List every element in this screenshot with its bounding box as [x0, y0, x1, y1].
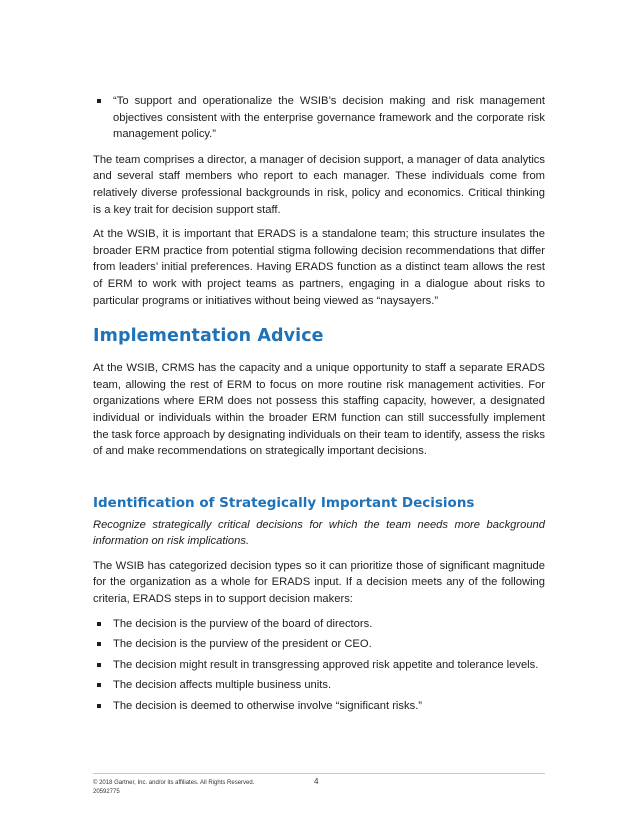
identification-paragraph: The WSIB has categorized decision types so it can prioritize those of significant magnitude for the organization as a whole for ERADS input. If a decision meets any of the following criteria, ERADS steps in to support decision makers: — [93, 559, 545, 606]
criteria-item: The decision might result in transgressing approved risk appetite and tolerance levels. — [93, 657, 545, 674]
standalone-team-paragraph: At the WSIB, it is important that ERADS is a standalone team; this structure insulates the broader ERM practice from potential stigma following decision recommendations that differ from leaders’ initial preferences. Having ERADS function as a distinct team allows the rest of ERM to work with project teams as partners, engaging in a dialogue about risks to particular programs or initiatives without being viewed as “naysayers.” — [93, 228, 545, 307]
quote-bullet-item: “To support and operationalize the WSIB’s decision making and risk management objectives consistent with the enterprise governance framework and the corporate risk management policy.” — [93, 93, 545, 143]
criteria-item: The decision is the purview of the president or CEO. — [93, 636, 545, 653]
footer-divider — [93, 773, 545, 774]
footer-copyright: © 2018 Gartner, Inc. and/or its affiliates. All Rights Reserved. — [93, 780, 255, 786]
identification-heading: Identification of Strategically Important Decisions — [93, 494, 475, 511]
quote-bullet-list — [93, 93, 545, 143]
footer-document-id: 20592775 — [93, 789, 120, 795]
page-number: 4 — [314, 777, 319, 786]
criteria-list — [93, 616, 545, 715]
team-composition-paragraph: The team comprises a director, a manager of decision support, a manager of data analytics and several staff members who report to each manager. These individuals come from relatively diverse professional backgrounds in risk, policy and economics. Critical thinking is a key trait for decision support staff. — [93, 153, 545, 216]
criteria-item: The decision is deemed to otherwise involve “significant risks.” — [93, 698, 545, 715]
criteria-item: The decision affects multiple business units. — [93, 677, 545, 694]
page-content — [93, 93, 545, 719]
criteria-item: The decision is the purview of the board of directors. — [93, 616, 545, 633]
implementation-advice-heading: Implementation Advice — [93, 326, 324, 347]
identification-italic-intro: Recognize strategically critical decisions for which the team needs more background information on risk implications. — [93, 518, 545, 548]
implementation-advice-paragraph: At the WSIB, CRMS has the capacity and a unique opportunity to staff a separate ERADS team, allowing the rest of ERM to focus on more routine risk management activities. For organizations where ERM does not possess this staffing capacity, however, a designated individual or individuals within the broader ERM function can still successfully implement the task force approach by designating individuals on their team to identify, assess the risks of and make recommendations on strategically important decisions. — [93, 362, 545, 458]
